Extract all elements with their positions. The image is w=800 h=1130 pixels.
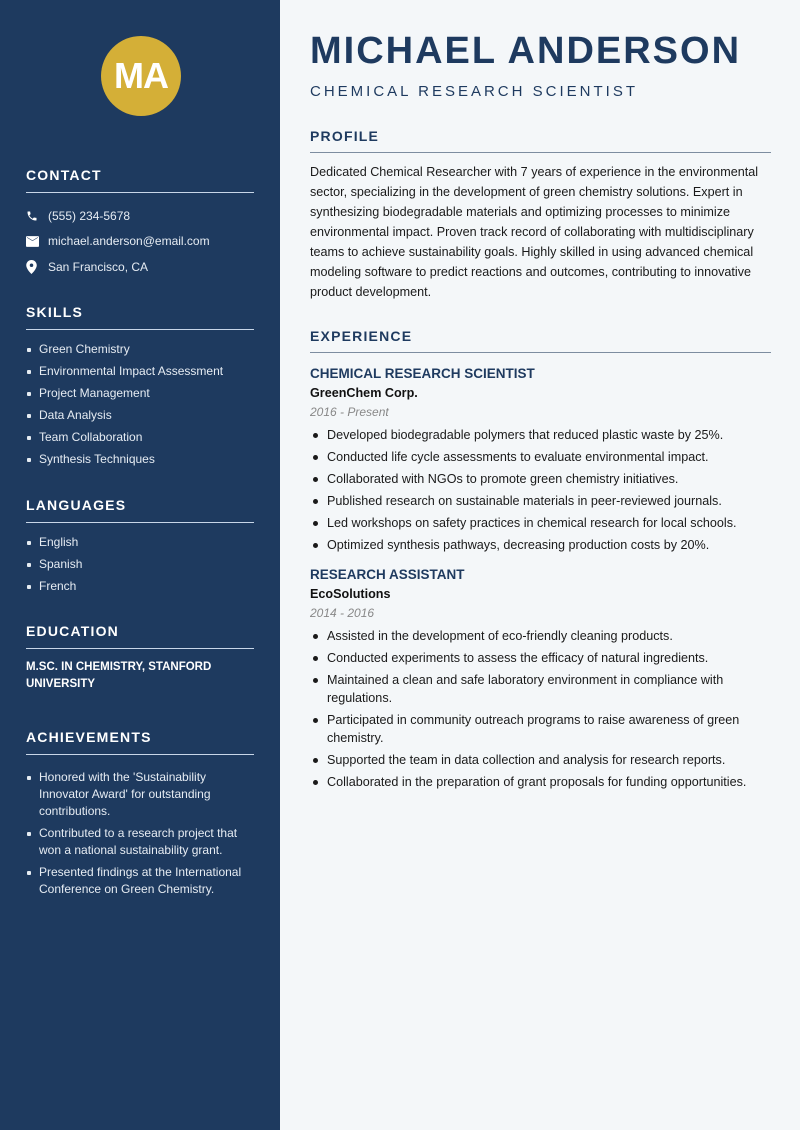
job-bullet: Led workshops on safety practices in chemical research for local schools. xyxy=(310,514,771,532)
education-title: EDUCATION xyxy=(26,623,254,649)
education-section xyxy=(26,623,254,693)
avatar: MA xyxy=(101,36,181,116)
contact-section xyxy=(26,167,254,280)
job-bullet: Maintained a clean and safe laboratory environment in compliance with regulations. xyxy=(310,671,771,707)
job-bullet: Participated in community outreach programs to raise awareness of green chemistry. xyxy=(310,711,771,747)
languages-section xyxy=(26,497,254,600)
job-bullet: Collaborated in the preparation of grant proposals for funding opportunities. xyxy=(310,773,771,791)
profile-section xyxy=(310,128,771,302)
company-name: GreenChem Corp. xyxy=(310,386,418,400)
experience-title: EXPERIENCE xyxy=(310,328,771,353)
job-bullet: Optimized synthesis pathways, decreasing production costs by 20%. xyxy=(310,536,771,554)
job-bullet: Published research on sustainable materials in peer-reviewed journals. xyxy=(310,492,771,510)
phone-text[interactable]: (555) 234-5678 xyxy=(48,208,131,223)
job-title: RESEARCH ASSISTANT xyxy=(310,567,465,582)
job-title: CHEMICAL RESEARCH SCIENTIST xyxy=(310,366,535,381)
phone-icon xyxy=(26,210,48,222)
skill-item: Project Management xyxy=(26,385,254,402)
job-bullet: Conducted life cycle assessments to evaluate environmental impact. xyxy=(310,448,771,466)
candidate-role: CHEMICAL RESEARCH SCIENTIST xyxy=(310,83,638,100)
job-bullet: Collaborated with NGOs to promote green chemistry initiatives. xyxy=(310,470,771,488)
profile-text: Dedicated Chemical Researcher with 7 years of experience in the environmental sector, specializing in the development of green chemistry solutions. Expert in synthesizing biodegradable materials and optimizing processes to minimize environmental impact. Proven track record of collaborating with multidisciplinary teams to achieve sustainability goals. Highly skilled in using advanced chemical modeling software to predict reactions and outcomes, contributing to innovative product development. xyxy=(310,165,759,299)
candidate-name: MICHAEL ANDERSON xyxy=(310,30,742,72)
skill-item: Team Collaboration xyxy=(26,429,254,446)
job-bullet: Supported the team in data collection and analysis for research reports. xyxy=(310,751,771,769)
job-entry xyxy=(310,362,771,554)
contact-phone xyxy=(26,203,254,229)
location-text: San Francisco, CA xyxy=(48,259,149,274)
job-dates: 2014 - 2016 xyxy=(310,606,375,620)
job-bullet: Conducted experiments to assess the efficacy of natural ingredients. xyxy=(310,649,771,667)
achievements-title: ACHIEVEMENTS xyxy=(26,729,254,755)
contact-title: CONTACT xyxy=(26,167,254,193)
skill-item: Green Chemistry xyxy=(26,341,254,358)
education-degree: M.SC. IN CHEMISTRY, STANFORD UNIVERSITY xyxy=(26,661,212,690)
skill-item: Data Analysis xyxy=(26,407,254,424)
contact-email xyxy=(26,229,254,255)
email-icon xyxy=(26,236,48,247)
skills-title: SKILLS xyxy=(26,304,254,330)
profile-title: PROFILE xyxy=(310,128,771,153)
sidebar xyxy=(0,0,280,1130)
skills-section xyxy=(26,304,254,473)
location-pin-icon xyxy=(26,260,48,274)
skill-item: Synthesis Techniques xyxy=(26,451,254,468)
contact-location xyxy=(26,254,254,280)
job-entry xyxy=(310,558,771,791)
achievement-item: Honored with the 'Sustainability Innovator Award' for outstanding contributions. xyxy=(26,769,254,820)
language-item: French xyxy=(26,578,254,595)
job-dates: 2016 - Present xyxy=(310,405,389,419)
achievements-section xyxy=(26,729,254,903)
achievement-item: Contributed to a research project that won a national sustainability grant. xyxy=(26,825,254,859)
skill-item: Environmental Impact Assessment xyxy=(26,363,254,380)
job-bullet: Assisted in the development of eco-friendly cleaning products. xyxy=(310,627,771,645)
language-item: English xyxy=(26,534,254,551)
languages-title: LANGUAGES xyxy=(26,497,254,523)
job-bullet: Developed biodegradable polymers that reduced plastic waste by 25%. xyxy=(310,426,771,444)
achievement-item: Presented findings at the International Conference on Green Chemistry. xyxy=(26,864,254,898)
language-item: Spanish xyxy=(26,556,254,573)
email-text[interactable]: michael.anderson@email.com xyxy=(48,234,210,249)
experience-section xyxy=(310,328,771,795)
company-name: EcoSolutions xyxy=(310,587,391,601)
